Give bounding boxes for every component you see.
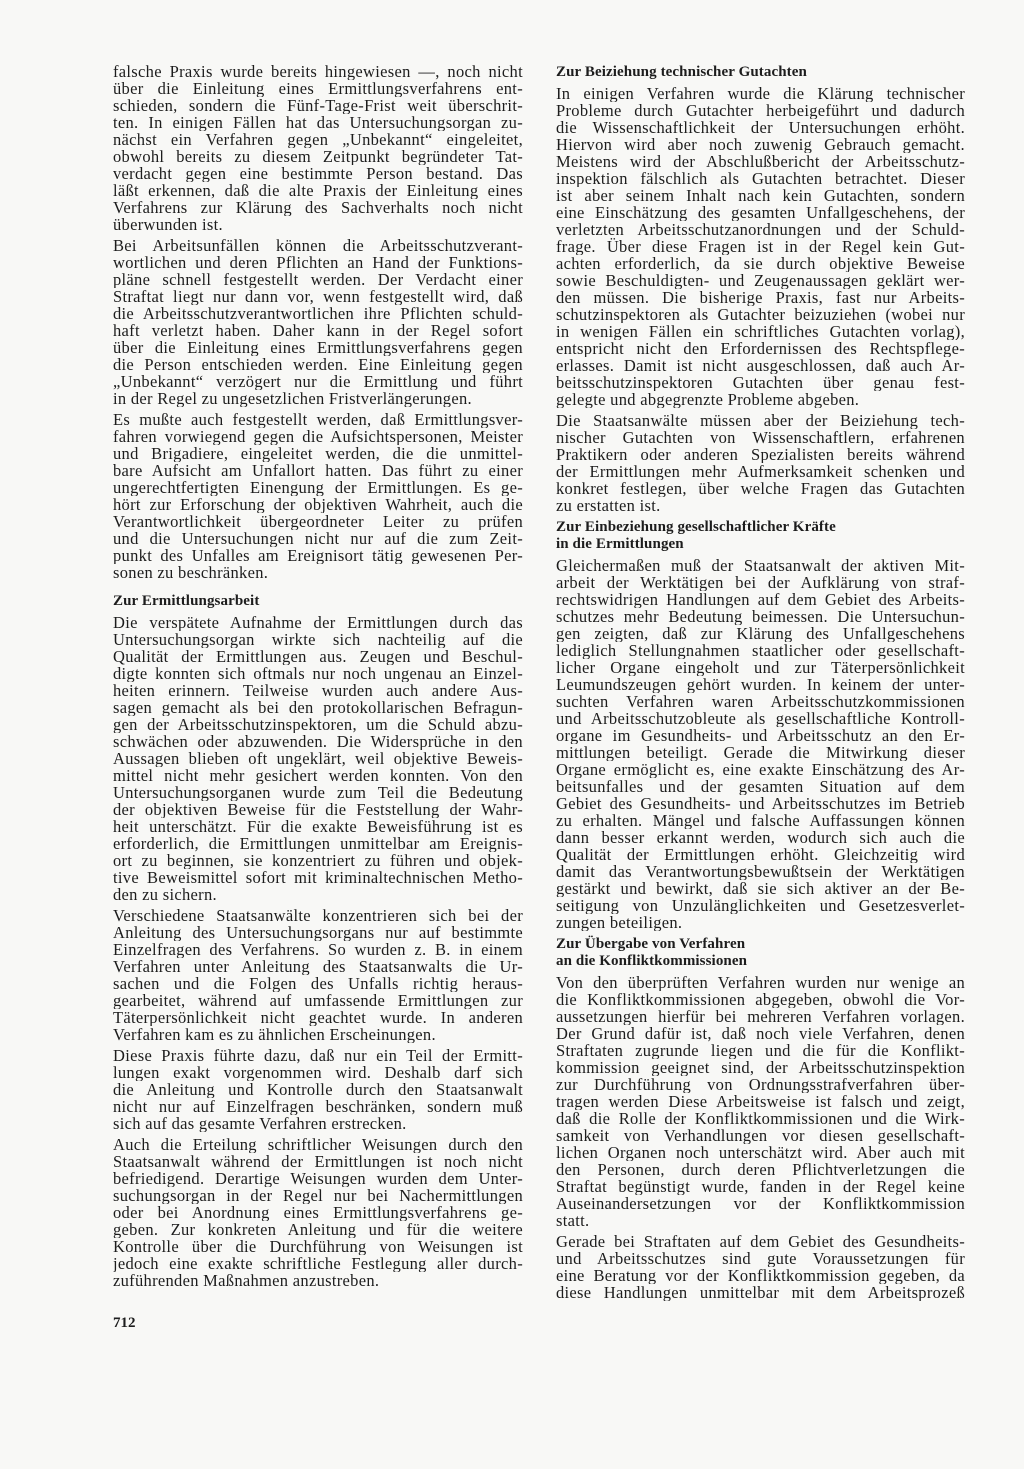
text-line: Die verspätete Aufnahme der Ermittlungen durch das [113,614,523,631]
text-line: den Personen, durch deren Pflichtverletzungen die [556,1161,965,1178]
text-line: mittel nicht mehr gesichert werden konnten. Von den [113,767,523,784]
text-line: oder bei Anordnung eines Ermittlungsverfahrens ge- [113,1204,523,1221]
text-line: eine Einschätzung des gesamten Unfallgeschehens, der [556,204,965,221]
paragraph [113,1047,523,1132]
text-line: punkt des Unfalles am Ereignisort tätig gewesenen Per- [113,547,523,564]
text-line: Straftat begünstigt wurde, fanden in der Regel keine [556,1178,965,1195]
text-line: erlasses. Damit ist nicht ausgeschlossen, daß auch Ar- [556,357,965,374]
text-line: nächst ein Verfahren gegen „Unbekannt“ eingeleitet, [113,131,523,148]
paragraph [556,85,965,408]
paragraph [113,411,523,581]
paragraph [113,614,523,903]
text-line: obwohl bereits zu diesem Zeitpunkt begründeter Tat- [113,148,523,165]
text-line: entspricht nicht den Erfordernissen des Rechtspflege- [556,340,965,357]
text-line: organe im Gesundheits- und Arbeitsschutz an den Er- [556,727,965,744]
text-line: Verantwortlichkeit übergeordneter Leiter zu prüfen [113,513,523,530]
right-column [556,64,965,1301]
text-line: heit unterschätzt. Für die exakte Beweisführung ist es [113,818,523,835]
paragraph [556,557,965,931]
text-line: dann besser erkannt werden, wodurch sich auch die [556,829,965,846]
text-line: nicht nur auf Einzelfragen beschränken, sondern muß [113,1098,523,1115]
text-line: Verfahren unter Anleitung des Staatsanwalts die Ur- [113,958,523,975]
text-line: Qualität der Ermittlungen erhöht. Gleichzeitig wird [556,846,965,863]
text-line: sonen zu beschränken. [113,564,269,581]
text-line: der objektiven Beweise für die Feststellung der Wahr- [113,801,523,818]
left-column [113,63,523,1289]
text-line: Auseinandersetzungen vor der Konfliktkommission [556,1195,965,1212]
text-line: Verfahren kam es zu ähnlichen Erscheinungen. [113,1026,436,1043]
paragraph [556,974,965,1229]
text-line: zungen beteiligen. [556,914,683,931]
text-line: erforderlich, die Ermittlungen unmittelbar am Ereignis- [113,835,523,852]
text-line: die Anleitung und Kontrolle durch den Staatsanwalt [113,1081,523,1098]
text-line: sagen gemacht als bei den protokollarischen Befragun- [113,699,523,716]
text-line: zu erstatten ist. [556,497,661,514]
text-line: Verfahrens zur Klärung des Sachverhalts noch nicht [113,199,523,216]
text-line: hört zur Erforschung der objektiven Wahrheit, auch die [113,496,523,513]
text-line: Meistens wird der Abschlußbericht der Arbeitsschutz- [556,153,965,170]
text-line: in der Regel zu ungesetzlichen Fristverlängerungen. [113,390,472,407]
text-line: eine Beratung vor der Konfliktkommission gegeben, da [556,1267,965,1284]
text-line: Verschiedene Staatsanwälte konzentrieren sich bei der [113,907,523,924]
text-line: statt. [556,1212,590,1229]
text-line: Probleme durch Gutachter herbeigeführt und dadurch [556,102,965,119]
text-line: falsche Praxis wurde bereits hingewiesen —, noch nicht [113,63,523,80]
text-line: tragen werden Diese Arbeitsweise ist falsch und zeigt, [556,1093,965,1110]
text-line: in wenigen Fällen ein schriftliches Gutachten vorlag), [556,323,965,340]
text-line: Einzelfragen des Verfahrens. So wurden z. B. in einem [113,941,523,958]
text-line: Straftaten zugrunde liegen und die für die Konflikt- [556,1042,965,1059]
text-line: pläne schnell festgestellt werden. Der Verdacht einer [113,271,523,288]
text-line: die Konfliktkommissionen abgegeben, obwohl die Vor- [556,991,965,1008]
text-line: rechtswidrigen Handlungen auf dem Gebiet des Arbeits- [556,591,965,608]
text-line: schwächen oder abzuwenden. Die Widersprüche in den [113,733,523,750]
text-line: frage. Über diese Fragen ist in der Regel kein Gut- [556,238,965,255]
text-line: damit das Verantwortungsbewußtsein der Werktätigen [556,863,965,880]
text-line: heiten erinnern. Teilweise wurden auch andere Aus- [113,682,523,699]
text-line: schieden, sondern die Fünf-Tage-Frist weit überschrit- [113,97,523,114]
text-line: diese Handlungen unmittelbar mit dem Arbeitsprozeß [556,1284,965,1301]
text-line: beitsschutzinspektoren Gutachten über genau fest- [556,374,965,391]
text-line: Gerade bei Straftaten auf dem Gebiet des Gesundheits- [556,1233,965,1250]
text-line: und Arbeitsschutzobleute als gesellschaftliche Kontroll- [556,710,965,727]
text-line: lediglich Stellungnahmen staatlicher oder gesellschaft- [556,642,965,659]
text-line: ten. In einigen Fällen hat das Untersuchungsorgan zu- [113,114,523,131]
text-line: gearbeitet, während auf umfassende Ermittlungen zur [113,992,523,1009]
text-line: wortlichen und deren Pflichten an Hand der Funktions- [113,254,523,271]
text-line: Straftat liegt nur dann vor, wenn festgestellt wird, daß [113,288,523,305]
section-heading-line: Zur Beiziehung technischer Gutachten [556,64,807,80]
text-line: suchten Verfahren waren Arbeitsschutzkommissionen [556,693,965,710]
text-line: tive Beweismittel sofort mit kriminaltechnischen Metho- [113,869,523,886]
paragraph [113,1136,523,1289]
section-heading [556,936,965,970]
text-line: sowie Beschuldigten- und Zeugenaussagen geklärt wer- [556,272,965,289]
text-line: Qualität der Ermittlungen aus. Zeugen und Beschul- [113,648,523,665]
text-line: und Brigadiere, eingeleitet werden, die die unmittel- [113,445,523,462]
text-line: ist aber seinem Inhalt nach kein Gutachten, sondern [556,187,965,204]
text-line: jedoch eine exakte schriftliche Festlegung aller durch- [113,1255,523,1272]
text-line: die Arbeitsschutzverantwortlichen ihre Pflichten schuld- [113,305,523,322]
text-line: Organe ermöglicht es, eine exakte Einschätzung des Ar- [556,761,965,778]
text-line: geben. Zur konkreten Anleitung und für die weitere [113,1221,523,1238]
text-line: kommission geeignet sind, der Arbeitsschutzinspektion [556,1059,965,1076]
text-line: Untersuchungsorganen wurde zum Teil die Bedeutung [113,784,523,801]
text-line: Auch die Erteilung schriftlicher Weisungen durch den [113,1136,523,1153]
text-line: nischer Gutachten von Wissenschaftlern, erfahrenen [556,429,965,446]
text-line: Kontrolle über die Durchführung von Weisungen ist [113,1238,523,1255]
text-line: In einigen Verfahren wurde die Klärung technischer [556,85,965,102]
text-line: zur Durchführung von Ordnungsstrafverfahren über- [556,1076,965,1093]
text-line: über die Einleitung eines Ermittlungsverfahrens ent- [113,80,523,97]
text-line: Der Grund dafür ist, daß noch viele Verfahren, denen [556,1025,965,1042]
text-line: und Arbeitsschutzes sind gute Voraussetzungen für [556,1250,965,1267]
text-line: lichen Organen noch unterschätzt wird. Aber auch mit [556,1144,965,1161]
paragraph [556,412,965,514]
section-heading-line: Zur Ermittlungsarbeit [113,593,260,609]
text-line: zuführenden Maßnahmen anzustreben. [113,1272,380,1289]
text-line: beitsunfalles und der gesamten Situation auf dem [556,778,965,795]
text-line: Gebiet des Gesundheits- und Arbeitsschutzes im Betrieb [556,795,965,812]
section-heading-line: Zur Einbeziehung gesellschaftlicher Kräfte [556,519,836,535]
paragraph [556,1233,965,1301]
text-line: sich auf das gesamte Verfahren erstrecken. [113,1115,407,1132]
text-line: licher Organe eingeholt und zur Täterpersönlichkeit [556,659,965,676]
text-line: befriedigend. Derartige Weisungen wurden dem Unter- [113,1170,523,1187]
text-line: ungerechtfertigten Einengung der Ermittlungen. Es ge- [113,479,523,496]
paragraph [113,237,523,407]
text-line: Untersuchungsorgan wirkte sich nachteilig auf die [113,631,523,648]
text-line: sachen und die Folgen des Unfalls richtig heraus- [113,975,523,992]
text-line: schutzinspektoren als Gutachter beizuziehen (wobei nur [556,306,965,323]
text-line: Staatsanwalt während der Ermittlungen ist noch nicht [113,1153,523,1170]
text-line: Die Staatsanwälte müssen aber der Beiziehung tech- [556,412,965,429]
text-line: und die Untersuchungen nicht nur auf die zum Zeit- [113,530,523,547]
text-line: Gleichermaßen muß der Staatsanwalt der aktiven Mit- [556,557,965,574]
text-line: läßt erkennen, daß die alte Praxis der Einleitung eines [113,182,523,199]
text-line: seitigung von Unzulänglichkeiten und Gesetzesverlet- [556,897,965,914]
text-line: Von den überprüften Verfahren wurden nur wenige an [556,974,965,991]
section-heading [556,519,965,553]
paragraph [113,907,523,1043]
section-heading-line: an die Konfliktkommissionen [556,953,748,969]
text-line: über die Einleitung eines Ermittlungsverfahrens gegen [113,339,523,356]
text-line: schutzes mehr Bedeutung beimessen. Die Untersuchun- [556,608,965,625]
section-heading [113,593,523,610]
text-line: Täterpersönlichkeit nicht geachtet wurde. In anderen [113,1009,523,1026]
text-line: achten erforderlich, da sie durch objektive Beweise [556,255,965,272]
text-line: die Wissenschaftlichkeit der Untersuchungen erhöht. [556,119,965,136]
text-line: arbeit der Werktätigen bei der Aufklärung von straf- [556,574,965,591]
text-line: suchungsorgan in der Regel nur bei Nachermittlungen [113,1187,523,1204]
text-line: aussetzungen hierfür bei mehreren Verfahren vorlagen. [556,1008,965,1025]
section-heading-line: in die Ermittlungen [556,536,684,552]
text-line: verdacht gegen eine bestimmte Person bestand. Das [113,165,523,182]
text-line: den zu sichern. [113,886,217,903]
text-line: den müssen. Die bisherige Praxis, fast nur Arbeits- [556,289,965,306]
text-line: daß die Rolle der Konfliktkommissionen und die Wirk- [556,1110,965,1127]
text-line: digte konnten sich oftmals nur noch ungenau an Einzel- [113,665,523,682]
section-heading-line: Zur Übergabe von Verfahren [556,936,746,952]
text-line: gen zeigten, daß zur Klärung des Unfallgeschehens [556,625,965,642]
text-line: Bei Arbeitsunfällen können die Arbeitsschutzverant- [113,237,523,254]
paragraph [113,63,523,233]
text-line: mittlungen beteiligt. Gerade die Mitwirkung dieser [556,744,965,761]
text-line: lungen exakt vorgenommen wird. Deshalb darf sich [113,1064,523,1081]
page-number: 712 [113,1315,136,1331]
text-line: die Person entschieden werden. Eine Einleitung gegen [113,356,523,373]
text-line: gestärkt und bewirkt, daß sie sich aktiver an der Be- [556,880,965,897]
text-line: gen der Arbeitsschutzinspektoren, um die Schuld abzu- [113,716,523,733]
text-line: inspektion fälschlich als Gutachten betrachtet. Dieser [556,170,965,187]
text-line: „Unbekannt“ verzögert nur die Ermittlung und führt [113,373,523,390]
text-line: verletzten Arbeitsschutzanordnungen und der Schuld- [556,221,965,238]
text-line: überwunden ist. [113,216,223,233]
text-line: samkeit von Verhandlungen vor diesen gesellschaft- [556,1127,965,1144]
text-line: der Ermittlungen mehr Aufmerksamkeit schenken und [556,463,965,480]
text-line: Diese Praxis führte dazu, daß nur ein Teil der Ermitt- [113,1047,523,1064]
text-line: haft verletzt haben. Daher kann in der Regel sofort [113,322,523,339]
text-line: zu erhalten. Mängel und falsche Auffassungen können [556,812,965,829]
text-line: bare Aufsicht am Unfallort hatten. Das führt zu einer [113,462,523,479]
text-line: Leumundszeugen gehört wurden. In keinem der unter- [556,676,965,693]
text-line: Es mußte auch festgestellt werden, daß Ermittlungsver- [113,411,523,428]
section-heading [556,64,965,81]
text-line: Hiervon wird aber noch zuwenig Gebrauch gemacht. [556,136,965,153]
text-line: Aussagen blieben oft ungeklärt, weil objektive Beweis- [113,750,523,767]
text-line: gelegte und abgegrenzte Probleme abgeben. [556,391,860,408]
text-line: Anleitung des Untersuchungsorgans nur auf bestimmte [113,924,523,941]
text-line: Praktikern oder anderen Spezialisten bereits während [556,446,965,463]
text-line: konkret festlegen, über welche Fragen das Gutachten [556,480,965,497]
text-line: ort zu beginnen, sie konzentriert zu führen und objek- [113,852,523,869]
text-line: fahren vorwiegend gegen die Aufsichtspersonen, Meister [113,428,523,445]
